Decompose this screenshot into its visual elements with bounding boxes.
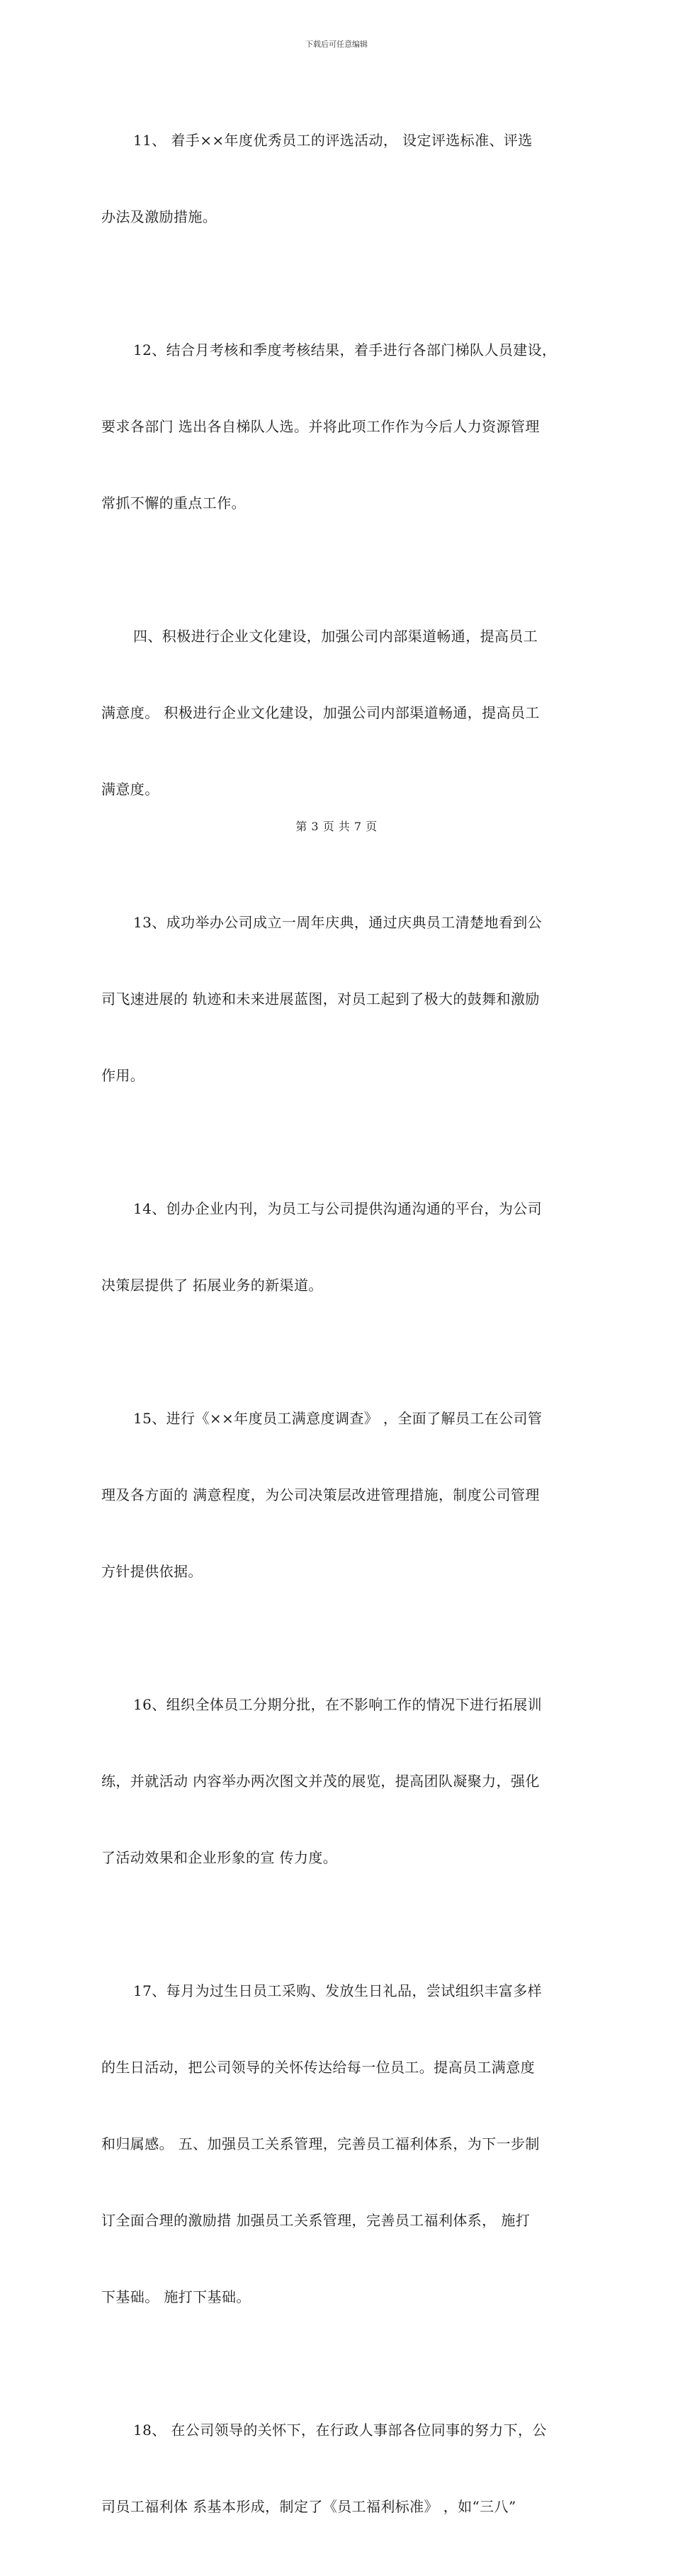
paragraph-line: 四、积极进行企业文化建设，加强公司内部渠道畅通，提高员工 [133, 628, 538, 645]
paragraph-18 [101, 2366, 572, 2570]
paragraph-line: 的生日活动，把公司领导的关怀传达给每一位员工。提高员工满意度 [101, 2059, 535, 2076]
paragraph-line: 司员工福利体 系基本形成，制定了《员工福利标准》 ，如“三八” [101, 2498, 516, 2515]
paragraph-line: 13、成功举办公司成立一周年庆典，通过庆典员工清楚地看到公 [133, 914, 543, 931]
paragraph-line: 理及各方面的 满意程度，为公司决策层改进管理措施，制度公司管理 [101, 1486, 540, 1503]
paragraph-line: 下基础。 施打下基础。 [101, 2288, 251, 2305]
paragraph-line: 11、 着手××年度优秀员工的评选活动， 设定评选标准、评选 [133, 132, 533, 149]
document-body [101, 77, 572, 2576]
paragraph-line: 17、每月为过生日员工采购、发放生日礼品，尝试组织丰富多样 [133, 1982, 543, 1999]
page-number-footer: 第 3 页 共 7 页 [295, 820, 378, 833]
paragraph-line: 司飞速进展的 轨迹和未来进展蓝图，对员工起到了极大的鼓舞和激励 [101, 990, 540, 1007]
paragraph-line: 练，并就活动 内容举办两次图文并茂的展览，提高团队凝聚力，强化 [101, 1773, 540, 1790]
paragraph-line: 决策层提供了 拓展业务的新渠道。 [101, 1277, 323, 1294]
paragraph-16 [101, 1641, 572, 1921]
paragraph-line: 方针提供依据。 [101, 1563, 203, 1580]
paragraph-line: 常抓不懈的重点工作。 [101, 495, 246, 512]
paragraph-line: 16、组织全体员工分期分批，在不影响工作的情况下进行拓展训 [133, 1696, 543, 1713]
paragraph-17 [101, 1927, 572, 2361]
paragraph-line: 14、创办企业内刊，为员工与公司提供沟通沟通的平台，为公司 [133, 1200, 543, 1217]
paragraph-line: 满意度。 [101, 781, 159, 798]
page-header: 下载后可任意编辑 [305, 40, 368, 49]
paragraph-15 [101, 1355, 572, 1635]
paragraph-section-4 [101, 572, 572, 853]
paragraph-11 [101, 77, 572, 281]
paragraph-14 [101, 1145, 572, 1349]
paragraph-line: 12、结合月考核和季度考核结果，着手进行各部门梯队人员建设， [133, 341, 557, 358]
paragraph-12 [101, 286, 572, 567]
paragraph-line: 作用。 [101, 1067, 145, 1084]
paragraph-13 [101, 859, 572, 1139]
paragraph-line: 要求各部门 选出各自梯队人选。并将此项工作作为今后人力资源管理 [101, 418, 540, 435]
paragraph-line: 了活动效果和企业形象的宣 传力度。 [101, 1849, 338, 1866]
paragraph-line: 15、进行《××年度员工满意度调查》 ，全面了解员工在公司管 [133, 1410, 543, 1427]
paragraph-line: 订全面合理的激励措 加强员工关系管理，完善员工福利体系， 施打 [101, 2212, 531, 2229]
paragraph-line: 满意度。 积极进行企业文化建设，加强公司内部渠道畅通，提高员工 [101, 704, 540, 721]
paragraph-line: 办法及激励措施。 [101, 208, 217, 225]
paragraph-line: 和归属感。 五、加强员工关系管理，完善员工福利体系，为下一步制 [101, 2135, 540, 2152]
paragraph-line: 18、 在公司领导的关怀下，在行政人事部各位同事的努力下，公 [133, 2422, 547, 2439]
